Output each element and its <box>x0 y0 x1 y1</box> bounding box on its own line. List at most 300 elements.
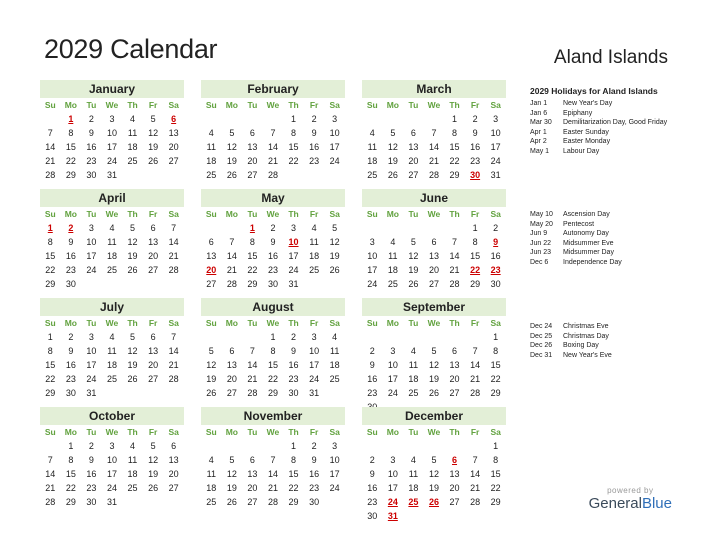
weekday-label: Th <box>127 100 138 110</box>
day-cell: 23 <box>65 374 76 384</box>
empty-cell <box>383 221 404 235</box>
day-cell: 6 <box>452 346 458 356</box>
holiday-entry-date: Jan 6 <box>530 109 548 117</box>
day-cell: 7 <box>431 128 437 138</box>
day-cell: 29 <box>65 170 76 180</box>
weekday-label: Su <box>366 100 378 110</box>
day-cell: 2 <box>291 332 297 342</box>
week-row <box>40 453 184 467</box>
holiday-entry-date: Jan 1 <box>530 100 548 107</box>
empty-cell <box>242 330 263 344</box>
week-row <box>362 330 506 344</box>
day-cell: 13 <box>148 237 159 247</box>
holiday-entry-name: Midsummer Eve <box>563 239 614 247</box>
empty-cell <box>201 112 222 126</box>
weekday-label: Th <box>449 427 460 437</box>
day-cell: 11 <box>367 142 377 152</box>
holiday-entry-name: Epiphany <box>563 109 593 117</box>
day-cell: 28 <box>168 374 179 384</box>
week-row <box>201 168 345 182</box>
day-cell: 17 <box>329 469 340 479</box>
holiday-entry <box>530 210 622 220</box>
day-cell: 23 <box>367 388 378 398</box>
holiday-entry-date: Jun 23 <box>530 249 552 257</box>
day-cell: 10 <box>106 128 117 138</box>
weekday-label: Th <box>288 209 299 219</box>
day-cell: 10 <box>329 128 340 138</box>
day-cell: 7 <box>472 455 478 465</box>
weekday-label: Th <box>127 427 138 437</box>
day-cell: 29 <box>45 388 56 398</box>
week-row <box>201 235 345 249</box>
day-cell: 3 <box>390 455 396 465</box>
day-cell: 21 <box>428 156 439 166</box>
day-cell: 31 <box>490 170 501 180</box>
month-october <box>40 407 184 509</box>
weekday-label: Tu <box>247 209 258 219</box>
week-row <box>201 453 345 467</box>
empty-cell <box>444 330 465 344</box>
day-cell: 6 <box>229 346 235 356</box>
weekday-label: Su <box>205 100 217 110</box>
holiday-entry <box>530 137 667 147</box>
empty-cell <box>362 221 383 235</box>
day-cell: 9 <box>369 469 375 479</box>
week-row <box>201 467 345 481</box>
empty-cell <box>201 439 222 453</box>
week-row <box>40 126 184 140</box>
week-row <box>362 509 506 523</box>
day-cell: 30 <box>367 511 378 521</box>
day-cell: 23 <box>65 265 76 275</box>
month-header: August <box>201 298 345 316</box>
day-cell: 21 <box>267 483 278 493</box>
day-cell: 1 <box>452 114 458 124</box>
day-cell: 15 <box>65 469 76 479</box>
weekday-label: Tu <box>86 209 97 219</box>
day-cell: 31 <box>106 497 117 507</box>
holiday-entry-date: May 10 <box>530 211 553 218</box>
day-cell: 9 <box>311 128 317 138</box>
day-cell: 16 <box>490 251 501 261</box>
holiday-entry <box>530 341 612 351</box>
day-cell: 17 <box>309 360 320 370</box>
day-cell: 11 <box>127 128 138 138</box>
holiday-group <box>530 210 622 268</box>
day-cell: 20 <box>168 142 179 152</box>
day-cell: 27 <box>408 170 419 180</box>
weekday-label: We <box>266 318 280 328</box>
day-cell: 25 <box>127 156 138 166</box>
holiday-entry-date: Apr 1 <box>530 128 547 136</box>
day-cell: 1 <box>493 441 499 451</box>
day-cell: 20 <box>247 483 258 493</box>
month-january <box>40 80 184 182</box>
day-cell: 10 <box>367 251 378 261</box>
month-july <box>40 298 184 400</box>
weekday-label: We <box>427 100 441 110</box>
day-cell: 28 <box>267 497 278 507</box>
month-header: May <box>201 189 345 207</box>
day-cell: 10 <box>86 237 97 247</box>
holiday-entry <box>530 128 667 138</box>
day-cell: 29 <box>490 497 501 507</box>
day-cell: 14 <box>226 251 237 261</box>
day-cell: 30 <box>86 170 97 180</box>
day-cell: 20 <box>148 251 159 261</box>
day-cell: 31 <box>309 388 320 398</box>
empty-cell <box>403 439 424 453</box>
day-cell: 9 <box>88 128 94 138</box>
day-cell: 26 <box>387 170 398 180</box>
empty-cell <box>324 495 345 509</box>
day-cell: 31 <box>86 388 97 398</box>
holiday-date: 1 <box>68 114 74 124</box>
day-cell: 18 <box>329 360 340 370</box>
day-cell: 26 <box>329 265 340 275</box>
day-cell: 6 <box>171 441 177 451</box>
day-cell: 4 <box>390 237 396 247</box>
day-cell: 5 <box>150 114 156 124</box>
day-cell: 10 <box>86 346 97 356</box>
weekday-label: We <box>105 318 119 328</box>
weekday-header-row <box>40 98 184 112</box>
weekday-label: Su <box>366 209 378 219</box>
day-cell: 5 <box>410 237 416 247</box>
day-cell: 12 <box>206 360 217 370</box>
day-cell: 13 <box>206 251 217 261</box>
day-cell: 28 <box>267 170 278 180</box>
holiday-entry-date: Dec 25 <box>530 332 553 340</box>
holiday-entry-date: Dec 24 <box>530 323 553 330</box>
day-cell: 6 <box>150 332 156 342</box>
day-cell: 7 <box>270 455 276 465</box>
holiday-entry <box>530 109 667 119</box>
weekday-label: Su <box>44 100 56 110</box>
day-cell: 12 <box>148 455 159 465</box>
holiday-entry-date: May 1 <box>530 147 550 155</box>
day-cell: 8 <box>68 128 74 138</box>
day-cell: 21 <box>267 156 278 166</box>
day-cell: 30 <box>288 388 299 398</box>
day-cell: 16 <box>367 374 378 384</box>
day-cell: 18 <box>387 265 398 275</box>
day-cell: 8 <box>291 455 297 465</box>
day-cell: 9 <box>270 237 276 247</box>
empty-cell <box>163 386 184 400</box>
day-cell: 18 <box>367 156 378 166</box>
day-cell: 27 <box>247 497 258 507</box>
week-row <box>40 112 184 126</box>
holiday-entry-date: Jun 9 <box>530 230 548 238</box>
day-cell: 1 <box>493 332 499 342</box>
day-cell: 20 <box>226 374 237 384</box>
week-row <box>40 263 184 277</box>
day-cell: 23 <box>86 483 97 493</box>
week-row <box>40 235 184 249</box>
day-cell: 25 <box>106 265 117 275</box>
day-cell: 24 <box>86 374 97 384</box>
day-cell: 22 <box>490 483 501 493</box>
day-cell: 5 <box>390 128 396 138</box>
day-cell: 28 <box>470 388 481 398</box>
week-row <box>362 221 506 235</box>
day-cell: 20 <box>449 483 460 493</box>
day-cell: 16 <box>309 469 320 479</box>
day-cell: 31 <box>288 279 299 289</box>
day-cell: 28 <box>428 170 439 180</box>
day-cell: 18 <box>127 469 138 479</box>
day-cell: 9 <box>291 346 297 356</box>
empty-cell <box>283 168 304 182</box>
day-cell: 3 <box>291 223 297 233</box>
day-cell: 30 <box>267 279 278 289</box>
weekday-label: Fr <box>470 209 480 219</box>
weekday-label: Th <box>449 318 460 328</box>
day-cell: 11 <box>206 142 216 152</box>
day-cell: 5 <box>229 455 235 465</box>
empty-cell <box>40 112 61 126</box>
day-cell: 19 <box>148 469 159 479</box>
holiday-date: 20 <box>206 265 217 275</box>
day-cell: 15 <box>45 360 56 370</box>
weekday-label: Mo <box>64 427 77 437</box>
day-cell: 4 <box>208 455 214 465</box>
day-cell: 4 <box>410 346 416 356</box>
day-cell: 27 <box>449 388 460 398</box>
holiday-entry-name: New Year's Day <box>563 100 613 107</box>
day-cell: 1 <box>472 223 478 233</box>
day-cell: 7 <box>472 346 478 356</box>
day-cell: 10 <box>490 128 501 138</box>
empty-cell <box>143 168 164 182</box>
day-cell: 11 <box>408 360 419 370</box>
day-cell: 17 <box>367 265 378 275</box>
empty-cell <box>222 112 243 126</box>
week-row <box>201 249 345 263</box>
day-cell: 26 <box>127 374 138 384</box>
day-cell: 18 <box>408 374 419 384</box>
day-cell: 8 <box>493 346 499 356</box>
week-row <box>40 344 184 358</box>
empty-cell <box>222 330 243 344</box>
day-cell: 28 <box>45 170 56 180</box>
day-cell: 10 <box>387 469 398 479</box>
day-cell: 10 <box>106 455 117 465</box>
day-cell: 4 <box>208 128 214 138</box>
month-header: July <box>40 298 184 316</box>
day-cell: 17 <box>490 142 501 152</box>
empty-cell <box>324 386 345 400</box>
day-cell: 1 <box>291 114 297 124</box>
empty-cell <box>362 439 383 453</box>
day-cell: 12 <box>408 251 419 261</box>
weekday-label: Su <box>44 209 56 219</box>
day-cell: 17 <box>86 251 97 261</box>
day-cell: 17 <box>86 360 97 370</box>
empty-cell <box>403 112 424 126</box>
day-cell: 12 <box>428 469 439 479</box>
month-june <box>362 189 506 291</box>
day-cell: 19 <box>428 483 439 493</box>
page-title: 2029 Calendar <box>44 34 218 64</box>
day-cell: 25 <box>206 170 217 180</box>
day-cell: 11 <box>107 237 117 247</box>
day-cell: 22 <box>288 156 299 166</box>
empty-cell <box>263 112 284 126</box>
week-row <box>362 235 506 249</box>
holiday-entry-name: Christmas Day <box>563 332 609 340</box>
holiday-entry-name: Labour Day <box>563 147 600 155</box>
day-cell: 29 <box>247 279 258 289</box>
day-cell: 30 <box>309 497 320 507</box>
day-cell: 8 <box>47 237 53 247</box>
week-row <box>40 439 184 453</box>
day-cell: 10 <box>329 455 340 465</box>
day-cell: 15 <box>490 469 501 479</box>
day-cell: 6 <box>410 128 416 138</box>
empty-cell <box>40 439 61 453</box>
empty-cell <box>403 330 424 344</box>
weekday-label: Mo <box>64 318 77 328</box>
week-row <box>40 221 184 235</box>
day-cell: 2 <box>493 223 499 233</box>
day-cell: 29 <box>65 497 76 507</box>
day-cell: 2 <box>270 223 276 233</box>
weekday-label: Sa <box>168 209 179 219</box>
weekday-label: Su <box>205 318 217 328</box>
empty-cell <box>403 221 424 235</box>
day-cell: 24 <box>329 156 340 166</box>
day-cell: 22 <box>288 483 299 493</box>
day-cell: 23 <box>367 497 378 507</box>
day-cell: 8 <box>472 237 478 247</box>
holiday-entry <box>530 322 612 332</box>
day-cell: 3 <box>88 223 94 233</box>
empty-cell <box>444 509 465 523</box>
day-cell: 30 <box>490 279 501 289</box>
empty-cell <box>304 168 325 182</box>
empty-cell <box>424 509 445 523</box>
empty-cell <box>102 277 123 291</box>
day-cell: 5 <box>229 128 235 138</box>
weekday-label: Th <box>127 209 138 219</box>
weekday-label: Tu <box>247 427 258 437</box>
day-cell: 1 <box>68 441 74 451</box>
holiday-entry-date: Jun 22 <box>530 239 552 247</box>
week-row <box>40 372 184 386</box>
empty-cell <box>424 439 445 453</box>
weekday-label: We <box>266 427 280 437</box>
empty-cell <box>163 277 184 291</box>
day-cell: 24 <box>387 388 398 398</box>
weekday-label: We <box>266 209 280 219</box>
day-cell: 11 <box>206 469 216 479</box>
empty-cell <box>102 386 123 400</box>
day-cell: 24 <box>106 483 117 493</box>
day-cell: 25 <box>387 279 398 289</box>
day-cell: 9 <box>68 237 74 247</box>
brand-logo <box>589 486 672 512</box>
month-header: October <box>40 407 184 425</box>
day-cell: 12 <box>226 142 237 152</box>
day-cell: 5 <box>130 332 136 342</box>
week-row <box>362 126 506 140</box>
day-cell: 15 <box>288 142 299 152</box>
day-cell: 14 <box>45 142 56 152</box>
empty-cell <box>163 168 184 182</box>
day-cell: 24 <box>309 374 320 384</box>
empty-cell <box>444 439 465 453</box>
holiday-entry <box>530 147 667 157</box>
day-cell: 1 <box>291 441 297 451</box>
weekday-label: Fr <box>470 318 480 328</box>
day-cell: 8 <box>47 346 53 356</box>
weekday-label: Tu <box>86 318 97 328</box>
day-cell: 3 <box>369 237 375 247</box>
week-row <box>201 263 345 277</box>
empty-cell <box>362 330 383 344</box>
day-cell: 30 <box>65 388 76 398</box>
day-cell: 6 <box>431 237 437 247</box>
month-may <box>201 189 345 291</box>
week-row <box>40 330 184 344</box>
empty-cell <box>383 439 404 453</box>
day-cell: 4 <box>332 332 338 342</box>
day-cell: 26 <box>428 388 439 398</box>
day-cell: 14 <box>247 360 258 370</box>
week-row <box>362 481 506 495</box>
week-row <box>201 372 345 386</box>
month-april <box>40 189 184 291</box>
day-cell: 2 <box>472 114 478 124</box>
day-cell: 3 <box>493 114 499 124</box>
holiday-entry-date: Dec 26 <box>530 342 553 350</box>
weekday-label: Mo <box>64 209 77 219</box>
day-cell: 22 <box>247 265 258 275</box>
week-row <box>40 358 184 372</box>
day-cell: 27 <box>449 497 460 507</box>
day-cell: 14 <box>470 469 481 479</box>
day-cell: 25 <box>329 374 340 384</box>
weekday-label: Sa <box>490 209 501 219</box>
day-cell: 14 <box>168 237 179 247</box>
week-row <box>201 154 345 168</box>
weekday-label: Mo <box>225 209 238 219</box>
empty-cell <box>465 330 486 344</box>
day-cell: 16 <box>65 251 76 261</box>
day-cell: 15 <box>65 142 76 152</box>
day-cell: 19 <box>127 251 138 261</box>
day-cell: 19 <box>127 360 138 370</box>
day-cell: 27 <box>247 170 258 180</box>
day-cell: 22 <box>65 483 76 493</box>
day-cell: 13 <box>449 469 460 479</box>
holiday-entry-name: Easter Monday <box>563 138 611 146</box>
empty-cell <box>465 509 486 523</box>
day-cell: 21 <box>45 483 56 493</box>
empty-cell <box>81 277 102 291</box>
holiday-date: 23 <box>490 265 501 275</box>
day-cell: 7 <box>229 237 235 247</box>
weekday-header-row <box>40 425 184 439</box>
week-row <box>362 439 506 453</box>
month-november <box>201 407 345 509</box>
day-cell: 23 <box>309 156 320 166</box>
day-cell: 27 <box>206 279 217 289</box>
day-cell: 18 <box>206 156 217 166</box>
day-cell: 8 <box>68 455 74 465</box>
